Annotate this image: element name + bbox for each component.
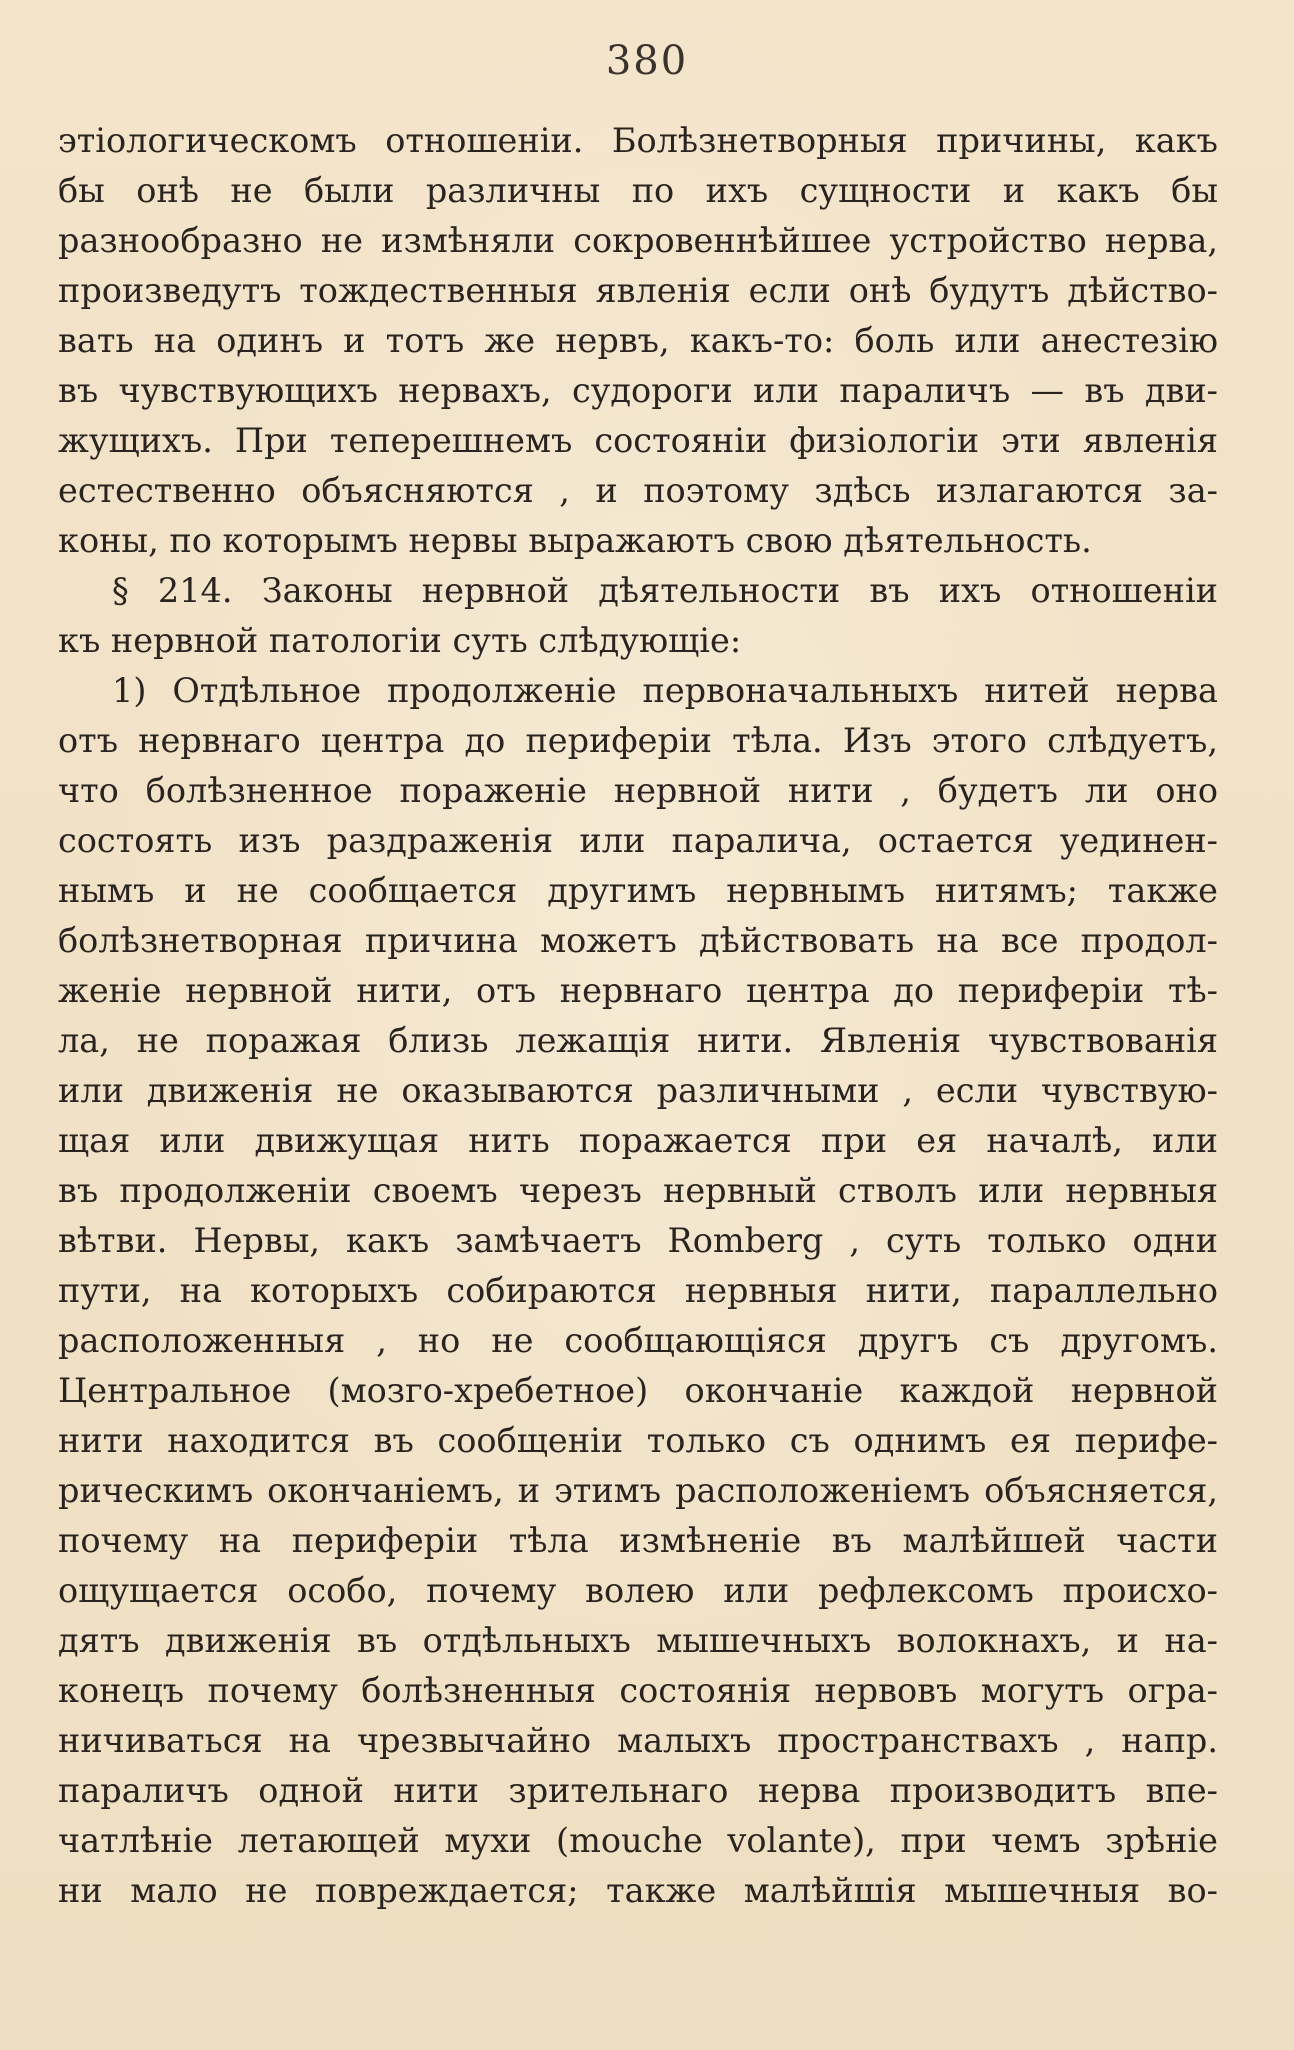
text-line: бы онѣ не были различны по ихъ сущности и какъ бы <box>58 171 1218 210</box>
text-line: или движенія не оказываются различными , если чувствую- <box>58 1071 1218 1110</box>
text-line: ни мало не повреждается; также малѣйшія мышечныя во- <box>58 1871 1218 1910</box>
text-line: произведутъ тождественныя явленія если онѣ будутъ дѣйство- <box>58 271 1218 310</box>
text-line: этіологическомъ отношеніи. Болѣзнетворныя причины, какъ <box>58 121 1218 160</box>
text-line: Центральное (мозго-хребетное) окончаніе каждой нервной <box>58 1371 1218 1410</box>
text-line: вать на одинъ и тотъ же нервъ, какъ-то: боль или анестезію <box>58 321 1218 360</box>
text-line: разнообразно не измѣняли сокровеннѣйшее устройство нерва, <box>58 221 1218 260</box>
text-line: отъ нервнаго центра до периферіи тѣла. Изъ этого слѣдуетъ, <box>58 721 1218 760</box>
text-line: въ чувствующихъ нервахъ, судороги или параличъ — въ дви- <box>58 371 1218 410</box>
text-line: вѣтви. Нервы, какъ замѣчаетъ Romberg , суть только одни <box>58 1221 1218 1260</box>
text-line: параличъ одной нити зрительнаго нерва производитъ впе- <box>58 1771 1218 1810</box>
text-line: естественно объясняются , и поэтому здѣсь излагаются за- <box>58 471 1218 510</box>
text-line: ощущается особо, почему волею или рефлексомъ происхо- <box>58 1571 1218 1610</box>
text-line: § 214. Законы нервной дѣятельности въ ихъ отношеніи <box>112 571 1218 610</box>
text-line: состоять изъ раздраженія или паралича, остается уединен- <box>58 821 1218 860</box>
text-line: рическимъ окончаніемъ, и этимъ расположеніемъ объясняется, <box>58 1471 1218 1510</box>
text-line: дятъ движенія въ отдѣльныхъ мышечныхъ волокнахъ, и на- <box>58 1621 1218 1660</box>
text-line: женіе нервной нити, отъ нервнаго центра до периферіи тѣ- <box>58 971 1218 1010</box>
text-line: коны, по которымъ нервы выражаютъ свою дѣятельность. <box>58 521 1092 560</box>
text-line: пути, на которыхъ собираются нервныя нити, параллельно <box>58 1271 1218 1310</box>
body-text <box>58 116 1218 1916</box>
text-line: нымъ и не сообщается другимъ нервнымъ нитямъ; также <box>58 871 1218 910</box>
text-line: къ нервной патологіи суть слѣдующіе: <box>58 621 742 660</box>
text-line: щая или движущая нить поражается при ея началѣ, или <box>58 1121 1218 1160</box>
text-line: что болѣзненное пораженіе нервной нити , будетъ ли оно <box>58 771 1218 810</box>
text-line: конецъ почему болѣзненныя состоянія нервовъ могутъ огра- <box>58 1671 1218 1710</box>
page-number: 380 <box>605 38 689 84</box>
text-line: въ продолженіи своемъ черезъ нервный стволъ или нервныя <box>58 1171 1218 1210</box>
text-line: жущихъ. При теперешнемъ состояніи физіологіи эти явленія <box>58 421 1218 460</box>
text-line: 1) Отдѣльное продолженіе первоначальныхъ нитей нерва <box>112 671 1218 710</box>
text-line: расположенныя , но не сообщающіяся другъ съ другомъ. <box>58 1321 1218 1360</box>
text-line: почему на периферіи тѣла измѣненіе въ малѣйшей части <box>58 1521 1218 1560</box>
text-line: ла, не поражая близь лежащія нити. Явленія чувствованія <box>58 1021 1218 1060</box>
text-line: ничиваться на чрезвычайно малыхъ пространствахъ , напр. <box>58 1721 1218 1760</box>
text-line: болѣзнетворная причина можетъ дѣйствовать на все продол- <box>58 921 1218 960</box>
text-line: чатлѣніе летающей мухи (mouche volante), при чемъ зрѣніе <box>58 1821 1218 1860</box>
text-line: нити находится въ сообщеніи только съ однимъ ея перифе- <box>58 1421 1218 1460</box>
